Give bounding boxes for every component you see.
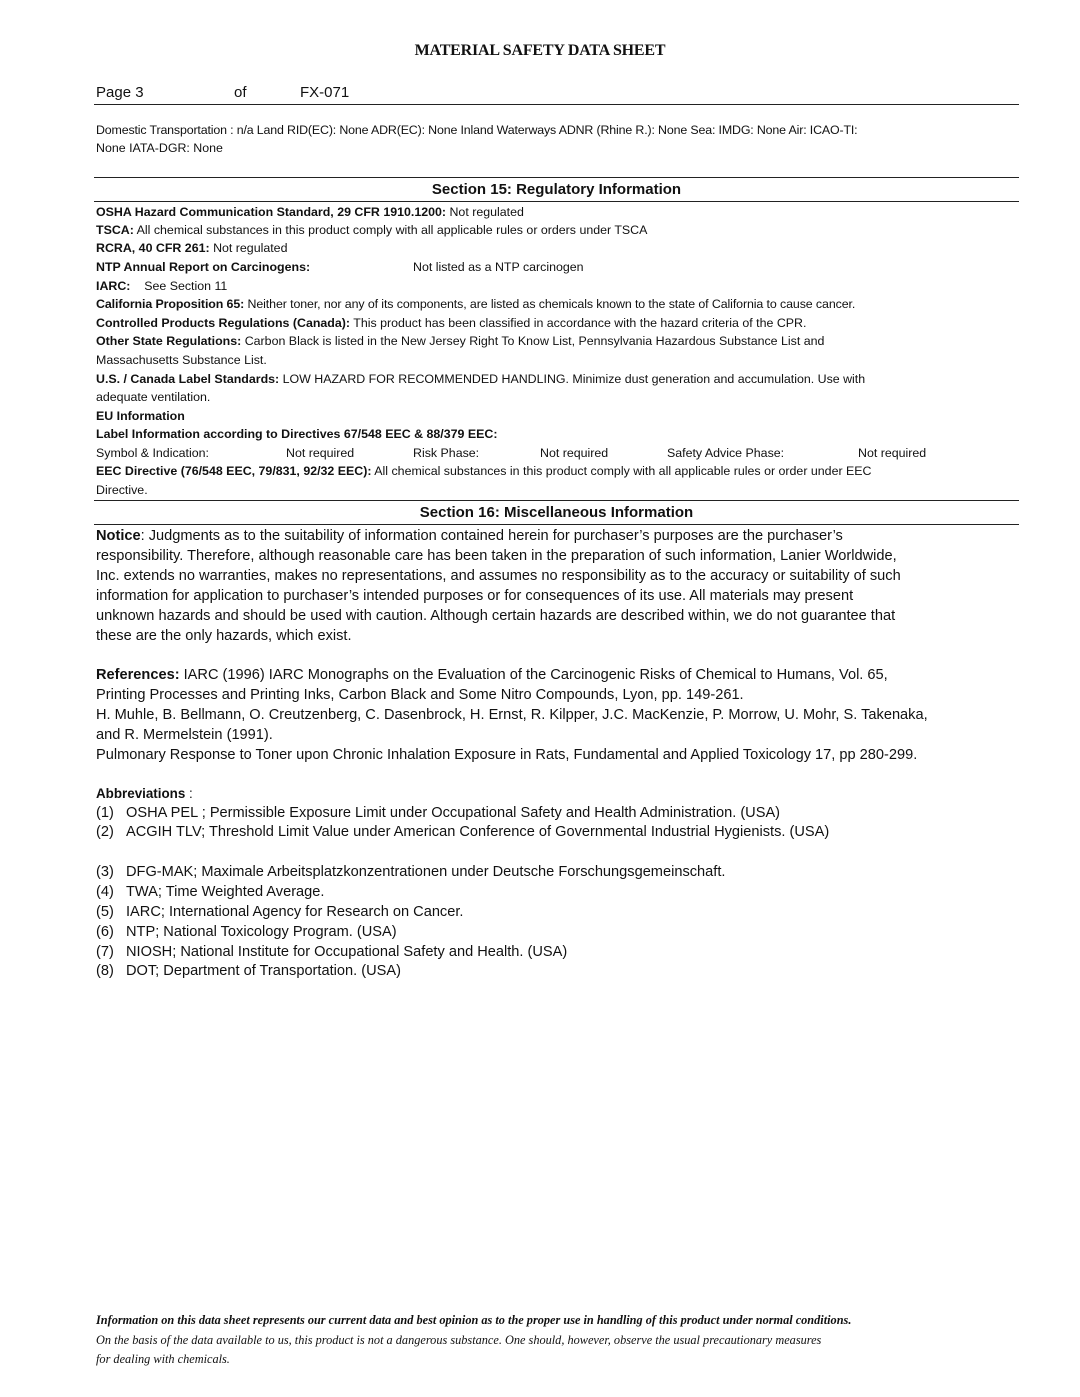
footer-disclaimer-line-2: On the basis of the data available to us, this product is not a dangerous substance. One should, however, observe the usual precautionary measures (96, 1333, 822, 1347)
abbreviation-text: OSHA PEL ; Permissible Exposure Limit under Occupational Safety and Health Administration. (USA) (126, 805, 781, 821)
rcra-row (96, 239, 287, 258)
transport-line-1: Domestic Transportation : n/a Land RID(EC): None ADR(EC): None Inland Waterways ADNR (Rhine R.): None Sea: IMDG: None Air: ICAO-TI: (96, 123, 858, 137)
osha-value: Not regulated (449, 205, 524, 219)
ntp-label: NTP Annual Report on Carcinogens: (96, 260, 311, 274)
rcra-label: RCRA, 40 CFR 261: (96, 241, 210, 255)
abbreviation-number: (4) (96, 884, 114, 900)
safety-advice-label: Safety Advice Phase: (667, 446, 785, 460)
abbreviations-label: Abbreviations (96, 786, 186, 801)
eu-information-heading (96, 407, 185, 426)
footer-disclaimer-line-3: for dealing with chemicals. (96, 1352, 230, 1366)
iarc-label: IARC: (96, 279, 131, 293)
abbreviation-text: DFG-MAK; Maximale Arbeitsplatzkonzentrationen under Deutsche Forschungsgemeinschaft. (126, 864, 726, 880)
abbreviation-text: DOT; Department of Transportation. (USA) (126, 963, 401, 979)
abbreviation-text: NTP; National Toxicology Program. (USA) (126, 924, 397, 940)
reference-line: IARC (1996) IARC Monographs on the Evaluation of the Carcinogenic Risks of Chemical to Humans, Vol. 65, (179, 667, 888, 683)
transport-line-2: None IATA-DGR: None (96, 141, 223, 155)
osha-row (96, 203, 524, 222)
california-value: Neither toner, nor any of its components, are listed as chemicals known to the state of California to cause cancer. (247, 297, 856, 311)
section-16-heading: Section 16: Miscellaneous Information (419, 504, 694, 521)
document-id: FX-071 (300, 84, 350, 101)
eu-information-label: EU Information (96, 409, 185, 423)
abbreviation-number: (2) (96, 824, 114, 840)
notice-line: : Judgments as to the suitability of information contained herein for purchaser’s purposes are the purchaser’s (140, 528, 843, 544)
eec-directive-value-cont: Directive. (96, 483, 148, 497)
reference-line: Pulmonary Response to Toner upon Chronic Inhalation Exposure in Rats, Fundamental and Applied Toxicology 17, pp 280-299. (96, 747, 918, 763)
notice-line: information for application to purchaser’s intended purposes or for consequences of its use. All materials may present (96, 588, 854, 604)
ntp-value: Not listed as a NTP carcinogen (413, 260, 584, 274)
abbreviation-item (96, 963, 401, 979)
references-label: References: (96, 667, 180, 683)
abbreviation-item (96, 864, 725, 880)
notice-line: unknown hazards and should be used with caution. Although certain hazards are described within, we do not guarantee that (96, 608, 896, 624)
tsca-label: TSCA: (96, 223, 134, 237)
document-title: MATERIAL SAFETY DATA SHEET (414, 42, 666, 59)
cpr-label: Controlled Products Regulations (Canada): (96, 316, 351, 330)
abbreviation-number: (8) (96, 963, 114, 979)
reference-line: H. Muhle, B. Bellmann, O. Creutzenberg, C. Dasenbrock, H. Ernst, R. Kilpper, J.C. MacKenzie, P. Morrow, U. Mohr, S. Takenaka, (96, 707, 928, 723)
reference-line: Printing Processes and Printing Inks, Carbon Black and Some Nitro Compounds, Lyon, pp. 149-261. (96, 687, 744, 703)
eec-directive-label: EEC Directive (76/548 EEC, 79/831, 92/32 EEC): (96, 464, 372, 478)
eec-directive-value: All chemical substances in this product comply with all applicable rules or order under EEC (374, 464, 872, 478)
abbreviation-number: (1) (96, 805, 114, 821)
abbreviations-colon: : (185, 786, 193, 801)
abbreviation-text: TWA; Time Weighted Average. (126, 884, 325, 900)
iarc-value: See Section 11 (144, 279, 228, 293)
header-divider (94, 104, 1019, 105)
iarc-row (96, 277, 227, 296)
tsca-value: All chemical substances in this product comply with all applicable rules or orders under TSCA (136, 223, 648, 237)
abbreviation-item (96, 805, 780, 821)
abbreviation-number: (7) (96, 944, 114, 960)
reference-line: and R. Mermelstein (1991). (96, 727, 273, 743)
risk-phase-label: Risk Phase: (413, 446, 480, 460)
abbreviation-text: NIOSH; National Institute for Occupational Safety and Health. (USA) (126, 944, 568, 960)
ntp-row (96, 258, 310, 277)
eec-directive-row (96, 462, 872, 481)
other-state-row (96, 332, 824, 351)
abbreviation-number: (5) (96, 904, 114, 920)
abbreviation-item (96, 924, 397, 940)
notice-paragraph (96, 526, 1031, 646)
abbreviation-text: IARC; International Agency for Research on Cancer. (126, 904, 464, 920)
references-paragraph (96, 665, 1031, 765)
other-state-label: Other State Regulations: (96, 334, 242, 348)
section-15-top-rule (94, 177, 1019, 178)
label-standards-value-cont: adequate ventilation. (96, 390, 211, 404)
cpr-row (96, 314, 806, 333)
section-15-heading-rule (94, 201, 1019, 202)
notice-line: responsibility. Therefore, although reasonable care has been taken in the preparation of such information, Lanier Worldwide, (96, 548, 897, 564)
section-15-heading: Section 15: Regulatory Information (431, 181, 682, 198)
notice-line: these are the only hazards, which exist. (96, 628, 352, 644)
rcra-value: Not regulated (213, 241, 288, 255)
abbreviation-item (96, 904, 463, 920)
tsca-row (96, 221, 647, 240)
abbreviation-number: (6) (96, 924, 114, 940)
symbol-indication-value: Not required (286, 446, 355, 460)
page-of-label: of (234, 84, 247, 101)
california-label: California Proposition 65: (96, 297, 245, 311)
notice-line: Inc. extends no warranties, makes no representations, and assumes no responsibility as to the accuracy or suitability of such (96, 568, 901, 584)
notice-label: Notice (96, 528, 141, 544)
abbreviation-item (96, 824, 829, 840)
label-standards-label: U.S. / Canada Label Standards: (96, 372, 280, 386)
page-number: Page 3 (96, 84, 144, 101)
section-16-top-rule (94, 500, 1019, 501)
label-standards-value: LOW HAZARD FOR RECOMMENDED HANDLING. Minimize dust generation and accumulation. Use with (282, 372, 866, 386)
safety-advice-value: Not required (858, 446, 927, 460)
california-row (96, 295, 855, 314)
abbreviation-text: ACGIH TLV; Threshold Limit Value under American Conference of Governmental Industrial Hygienists. (USA) (126, 824, 830, 840)
label-info-label: Label Information according to Directives 67/548 EEC & 88/379 EEC: (96, 427, 498, 441)
risk-phase-value: Not required (540, 446, 609, 460)
osha-label: OSHA Hazard Communication Standard, 29 CFR 1910.1200: (96, 205, 447, 219)
other-state-value-cont: Massachusetts Substance List. (96, 353, 267, 367)
abbreviations-heading (96, 786, 193, 801)
other-state-value: Carbon Black is listed in the New Jersey Right To Know List, Pennsylvania Hazardous Substance List and (244, 334, 825, 348)
label-standards-row (96, 370, 865, 389)
abbreviation-item (96, 944, 567, 960)
abbreviation-item (96, 884, 324, 900)
symbol-indication-label: Symbol & Indication: (96, 446, 209, 460)
cpr-value: This product has been classified in accordance with the hazard criteria of the CPR. (353, 316, 807, 330)
abbreviation-number: (3) (96, 864, 114, 880)
section-16-heading-rule (94, 524, 1019, 525)
label-info-heading (96, 425, 497, 444)
footer-disclaimer-line-1: Information on this data sheet represents our current data and best opinion as to the proper use in handling of this product under normal conditions. (96, 1313, 852, 1327)
